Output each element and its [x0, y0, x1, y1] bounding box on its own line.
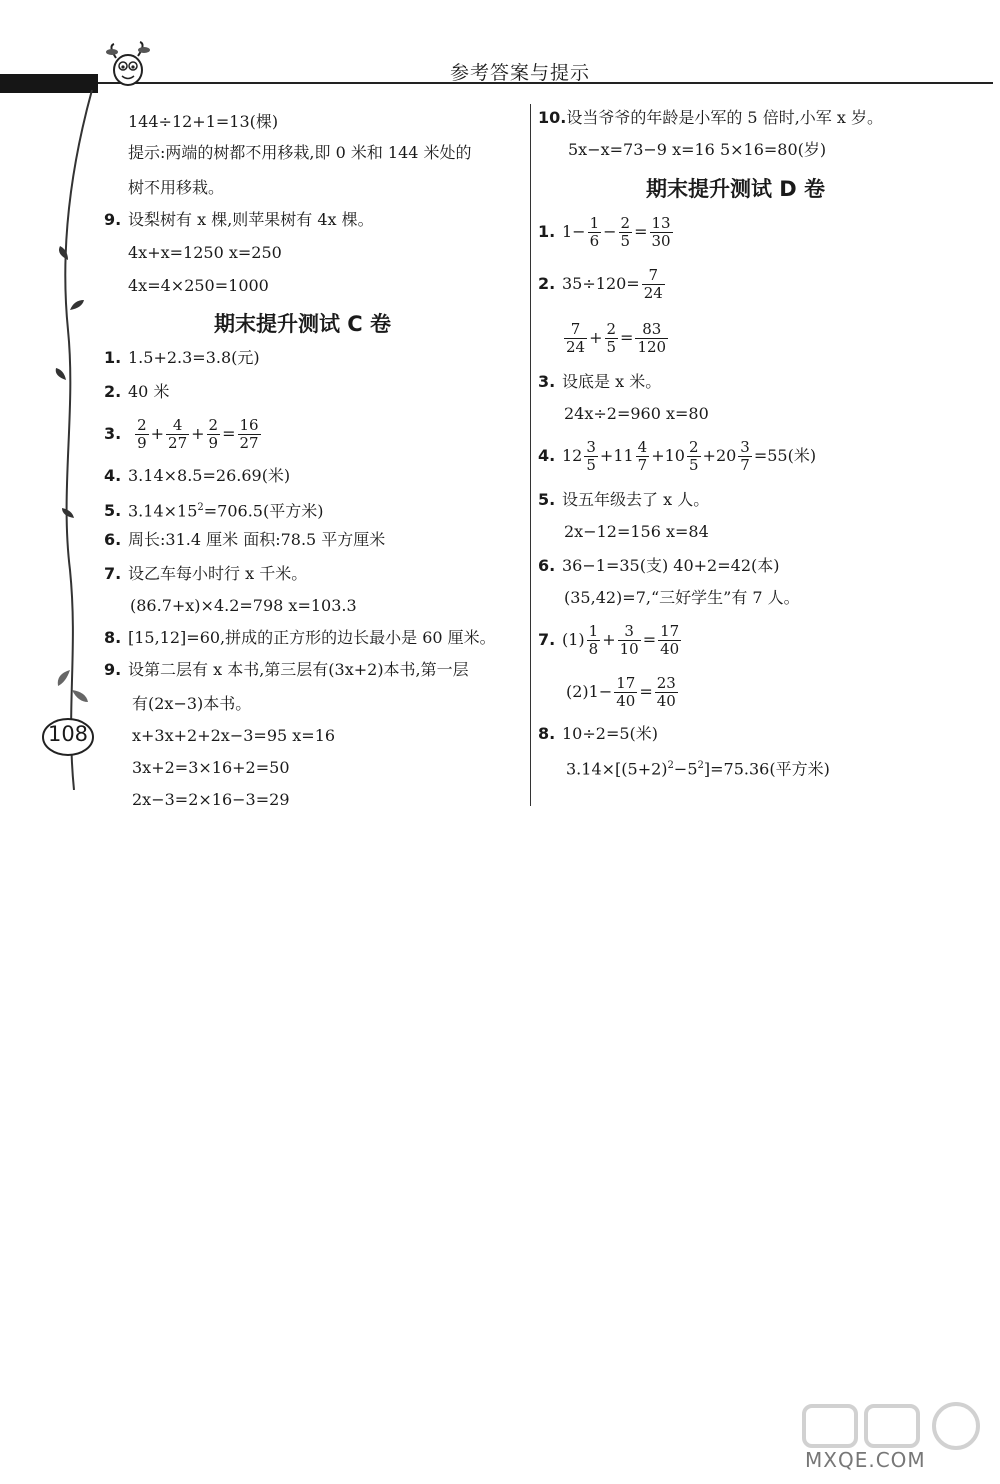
denominator: 40: [616, 692, 636, 710]
denominator: 7: [740, 456, 750, 474]
fraction: [658, 623, 681, 658]
fraction: [564, 321, 587, 356]
superscript: 2: [197, 502, 204, 513]
denominator: 7: [637, 456, 648, 474]
fraction: [614, 675, 637, 710]
answer-text: [15,12]=60,拼成的正方形的边长最小是 60 厘米。: [128, 628, 496, 647]
denominator: 9: [208, 434, 219, 452]
answer-text: 设第二层有 x 本书,第三层有(3x+2)本书,第一层: [128, 660, 469, 679]
equation-line: (86.7+x)×4.2=798 x=103.3: [130, 596, 357, 615]
question-10: [538, 108, 883, 128]
answer-text: 设底是 x 米。: [562, 372, 662, 391]
denominator: 24: [566, 338, 586, 356]
equation-line: x+3x+2+2x−3=95 x=16: [132, 726, 336, 745]
answer-text: +11: [599, 446, 634, 465]
denominator: 24: [643, 284, 663, 302]
fraction: [650, 215, 673, 250]
denominator: 40: [660, 640, 680, 658]
answer-text: ]=75.36(平方米): [703, 759, 830, 779]
question-number: 3.: [538, 372, 556, 391]
question-number: 2.: [538, 274, 556, 293]
denominator: 6: [589, 232, 600, 250]
answer-c8: [104, 628, 496, 648]
answer-text: 40 米: [128, 382, 170, 401]
answer-text: 设五年级去了 x 人。: [562, 490, 710, 509]
answer-text: −5: [673, 759, 698, 779]
mascot-icon: [100, 40, 160, 90]
numerator: 4: [637, 438, 648, 456]
equation-line: 2x−12=156 x=84: [564, 522, 709, 541]
question-number: 6.: [538, 556, 556, 575]
question-number: 9.: [104, 210, 122, 229]
answer-d7-part2: [566, 672, 680, 712]
denominator: 40: [656, 692, 676, 710]
answer-text: 3.14×[(5+2): [566, 759, 668, 779]
numerator: 2: [137, 416, 147, 434]
fraction: [238, 417, 261, 452]
numerator: 7: [642, 267, 665, 285]
answer-text: 1−: [562, 222, 586, 241]
operator: =: [634, 222, 648, 241]
superscript: 2: [697, 760, 704, 771]
fraction: [584, 439, 598, 474]
answer-d6: [538, 556, 779, 576]
operator: =: [639, 682, 653, 701]
question-number: 3.: [104, 424, 122, 443]
fraction: [642, 267, 665, 302]
question-number: 10.: [538, 108, 567, 127]
numerator: 2: [688, 438, 699, 456]
section-title-c: 期末提升测试 C 卷: [214, 312, 392, 336]
question-number: 2.: [104, 382, 122, 401]
denominator: 5: [688, 456, 699, 474]
question-number: 1.: [104, 348, 122, 367]
answer-text: 12: [562, 446, 583, 465]
denominator: 10: [619, 640, 639, 658]
fraction: [587, 623, 601, 658]
question-text: 设梨树有 x 棵,则苹果树有 4x 棵。: [128, 210, 374, 229]
operator: +: [191, 424, 205, 443]
question-number: 4.: [104, 466, 122, 485]
question-number: 6.: [104, 530, 122, 549]
question-number: 1.: [538, 222, 556, 241]
numerator: 23: [656, 674, 676, 692]
fraction: [605, 321, 619, 356]
answer-text: 周长:31.4 厘米 面积:78.5 平方厘米: [128, 530, 386, 549]
numerator: 2: [620, 214, 631, 232]
fraction: [588, 215, 602, 250]
question-number: 5.: [104, 501, 122, 521]
equation-line: 4x+x=1250 x=250: [128, 243, 282, 262]
operator: =: [222, 424, 236, 443]
answer-line: 144÷12+1=13(棵): [128, 112, 279, 131]
denominator: 120: [637, 338, 667, 356]
operator: =: [642, 630, 657, 649]
denominator: 5: [586, 456, 596, 474]
numerator: 17: [660, 622, 680, 640]
answer-text: 3.14×8.5=26.69(米): [128, 466, 291, 485]
answer-c2: [104, 382, 169, 402]
answer-d4: [538, 436, 816, 476]
question-text: 设当爷爷的年龄是小军的 5 倍时,小军 x 岁。: [566, 108, 883, 127]
numerator: 1: [589, 214, 600, 232]
denominator: 27: [168, 434, 188, 452]
answer-text: 1.5+2.3=3.8(元): [128, 348, 260, 367]
answer-c1: [104, 348, 260, 368]
question-number: 4.: [538, 446, 556, 465]
watermark-text: MXQE.COM: [805, 1448, 926, 1472]
numerator: 7: [564, 321, 587, 339]
fraction: [619, 215, 633, 250]
page-number: 108: [47, 722, 89, 746]
answer-text: 35÷120=: [562, 274, 640, 293]
answer-line: (35,42)=7,“三好学生”有 7 人。: [564, 588, 800, 607]
fraction: [166, 417, 189, 452]
column-divider: [530, 104, 531, 806]
denominator: 8: [588, 640, 599, 658]
answer-d7: [538, 620, 683, 660]
equation-line: 4x=4×250=1000: [128, 276, 269, 295]
superscript: 2: [667, 760, 674, 771]
answer-text: +20: [702, 446, 737, 465]
operator: =: [620, 328, 634, 347]
equation-line: 2x−3=2×16−3=29: [132, 790, 290, 809]
answer-d5: [538, 490, 709, 510]
numerator: 17: [616, 674, 636, 692]
answer-c5: [104, 498, 323, 521]
answer-d2-part2: [562, 318, 670, 358]
question-number: 9.: [104, 660, 122, 679]
denominator: 5: [620, 232, 631, 250]
fraction: [655, 675, 678, 710]
operator: +: [150, 424, 165, 443]
fraction: [618, 623, 641, 658]
answer-c4: [104, 466, 290, 486]
answer-text: 设乙车每小时行 x 千米。: [128, 564, 308, 583]
numerator: 16: [239, 416, 259, 434]
numerator: 4: [166, 417, 189, 435]
numerator: 2: [606, 320, 617, 338]
equation-line: 5x−x=73−9 x=16 5×16=80(岁): [568, 140, 827, 159]
numerator: 83: [635, 321, 668, 339]
answer-line: 有(2x−3)本书。: [132, 694, 252, 713]
answer-d2: [538, 264, 667, 304]
hint-line: 树不用移栽。: [128, 178, 225, 197]
fraction: [687, 439, 701, 474]
equation-line: 24x÷2=960 x=80: [564, 404, 709, 423]
question-number: 5.: [538, 490, 556, 509]
question-9: [104, 210, 374, 230]
equation-line: [566, 756, 830, 779]
hint-line: 提示:两端的树都不用移栽,即 0 米和 144 米处的: [128, 143, 472, 162]
operator: −: [603, 222, 617, 241]
numerator: 3: [586, 438, 596, 456]
answer-c3: [104, 414, 263, 454]
denominator: 27: [239, 434, 259, 452]
answer-text: (2)1−: [566, 682, 613, 701]
denominator: 30: [651, 232, 671, 250]
answer-c6: [104, 530, 385, 550]
fraction: [207, 417, 221, 452]
answer-d1: [538, 212, 675, 252]
question-number: 7.: [104, 564, 122, 583]
answer-text: =706.5(平方米): [203, 501, 324, 521]
equation-line: 3x+2=3×16+2=50: [132, 758, 290, 777]
question-number: 8.: [538, 724, 556, 743]
vine-decoration-icon: [30, 90, 100, 790]
numerator: 1: [588, 622, 599, 640]
numerator: 3: [618, 623, 641, 641]
answer-text: 36−1=35(支) 40+2=42(本): [562, 556, 780, 575]
answer-text: 10÷2=5(米): [562, 724, 659, 743]
answer-text: (1): [562, 630, 585, 649]
answer-d3: [538, 372, 661, 392]
numerator: 3: [740, 438, 750, 456]
answer-c9: [104, 660, 469, 680]
denominator: 5: [606, 338, 617, 356]
question-number: 7.: [538, 630, 556, 649]
answer-text: +10: [651, 446, 685, 465]
question-number: 8.: [104, 628, 122, 647]
operator: +: [602, 630, 616, 649]
denominator: 9: [137, 434, 147, 452]
numerator: 13: [651, 214, 671, 232]
answer-c7: [104, 564, 307, 584]
numerator: 2: [208, 416, 219, 434]
answer-text: =55(米): [753, 446, 817, 465]
answer-d8: [538, 724, 658, 744]
fraction: [135, 417, 149, 452]
page-header-title: 参考答案与提示: [450, 62, 591, 84]
fraction: [635, 321, 668, 356]
fraction: [636, 439, 650, 474]
operator: +: [589, 328, 603, 347]
answer-text: 3.14×15: [128, 501, 198, 521]
section-title-d: 期末提升测试 D 卷: [646, 177, 826, 201]
fraction: [738, 439, 752, 474]
